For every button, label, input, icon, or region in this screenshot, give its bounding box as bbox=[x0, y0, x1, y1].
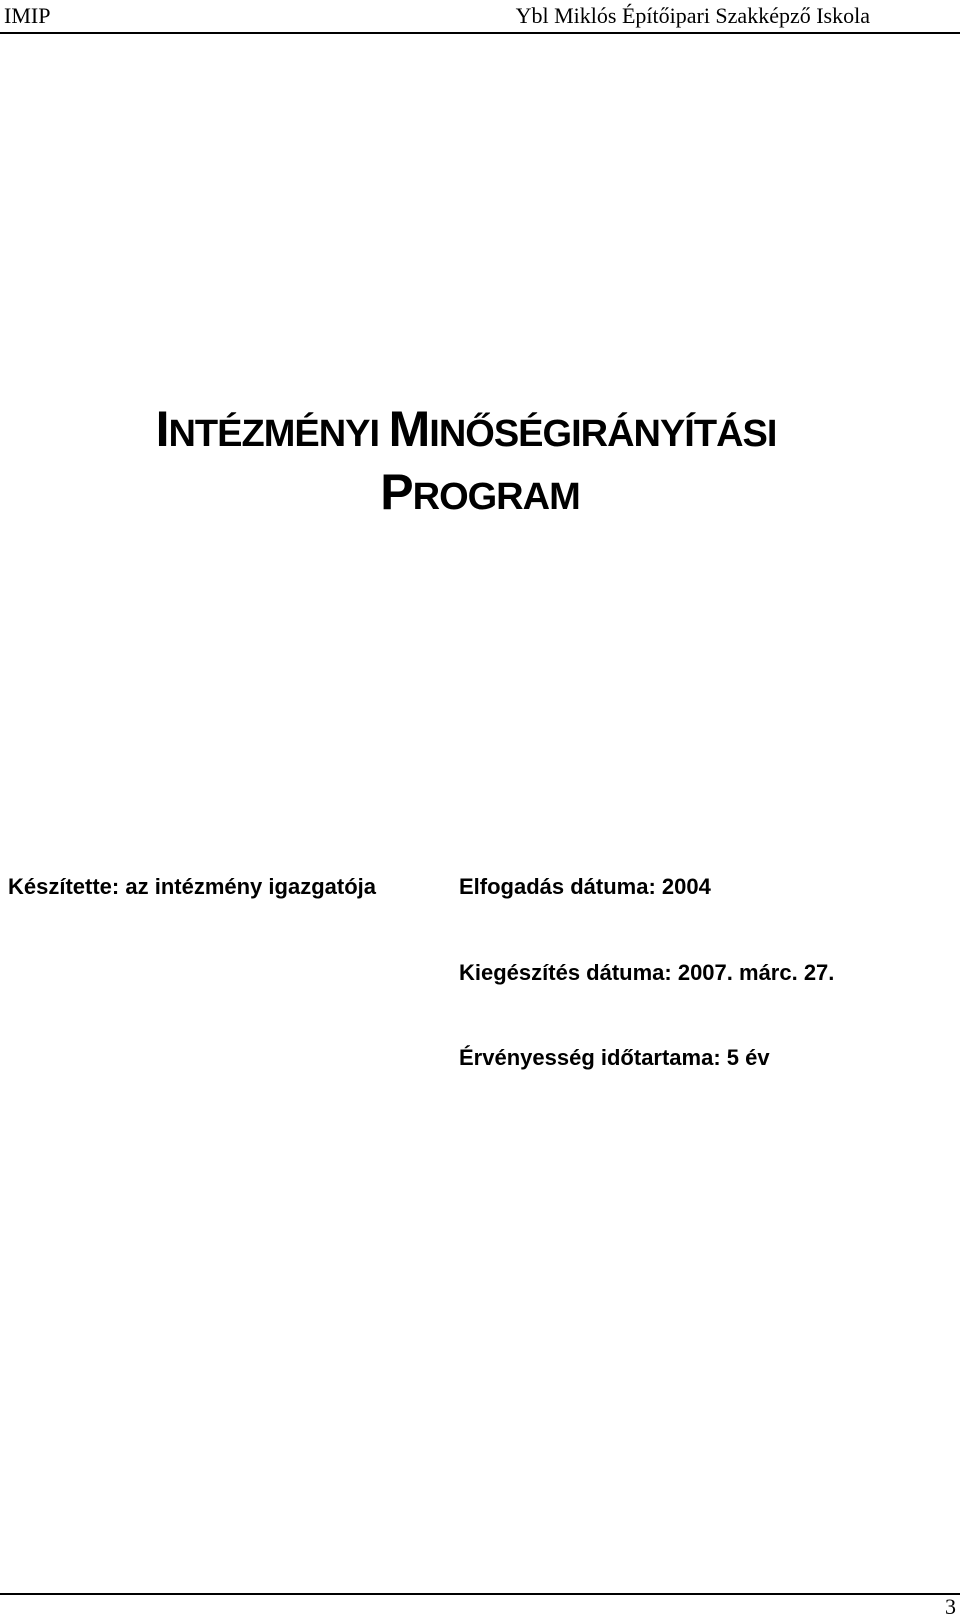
supplement-date-text: Kiegészítés dátuma: 2007. márc. 27. bbox=[459, 960, 835, 985]
title-word1-initial: I bbox=[155, 401, 169, 457]
title-word3-rest: ROGRAM bbox=[412, 476, 580, 518]
header-abbreviation: IMIP bbox=[4, 3, 51, 28]
accepted-date-text: Elfogadás dátuma: 2004 bbox=[459, 874, 711, 899]
title-word1-rest: NTÉZMÉNYI bbox=[168, 413, 380, 455]
title-line-2 bbox=[0, 461, 960, 524]
title-word2-initial: M bbox=[388, 401, 430, 457]
validity-text: Érvényesség időtartama: 5 év bbox=[459, 1045, 770, 1070]
page-number: 3 bbox=[945, 1594, 956, 1619]
title-word3-initial: P bbox=[380, 464, 413, 520]
page-header bbox=[0, 0, 960, 34]
title-line-1 bbox=[0, 398, 946, 461]
title-word2-rest: INŐSÉGIRÁNYÍTÁSI bbox=[429, 413, 777, 455]
footer-rule bbox=[0, 1593, 960, 1595]
document-title bbox=[0, 398, 960, 524]
header-school-name: Ybl Miklós Építőipari Szakképző Iskola bbox=[515, 3, 870, 28]
prepared-by-text: Készítette: az intézmény igazgatója bbox=[8, 874, 376, 899]
